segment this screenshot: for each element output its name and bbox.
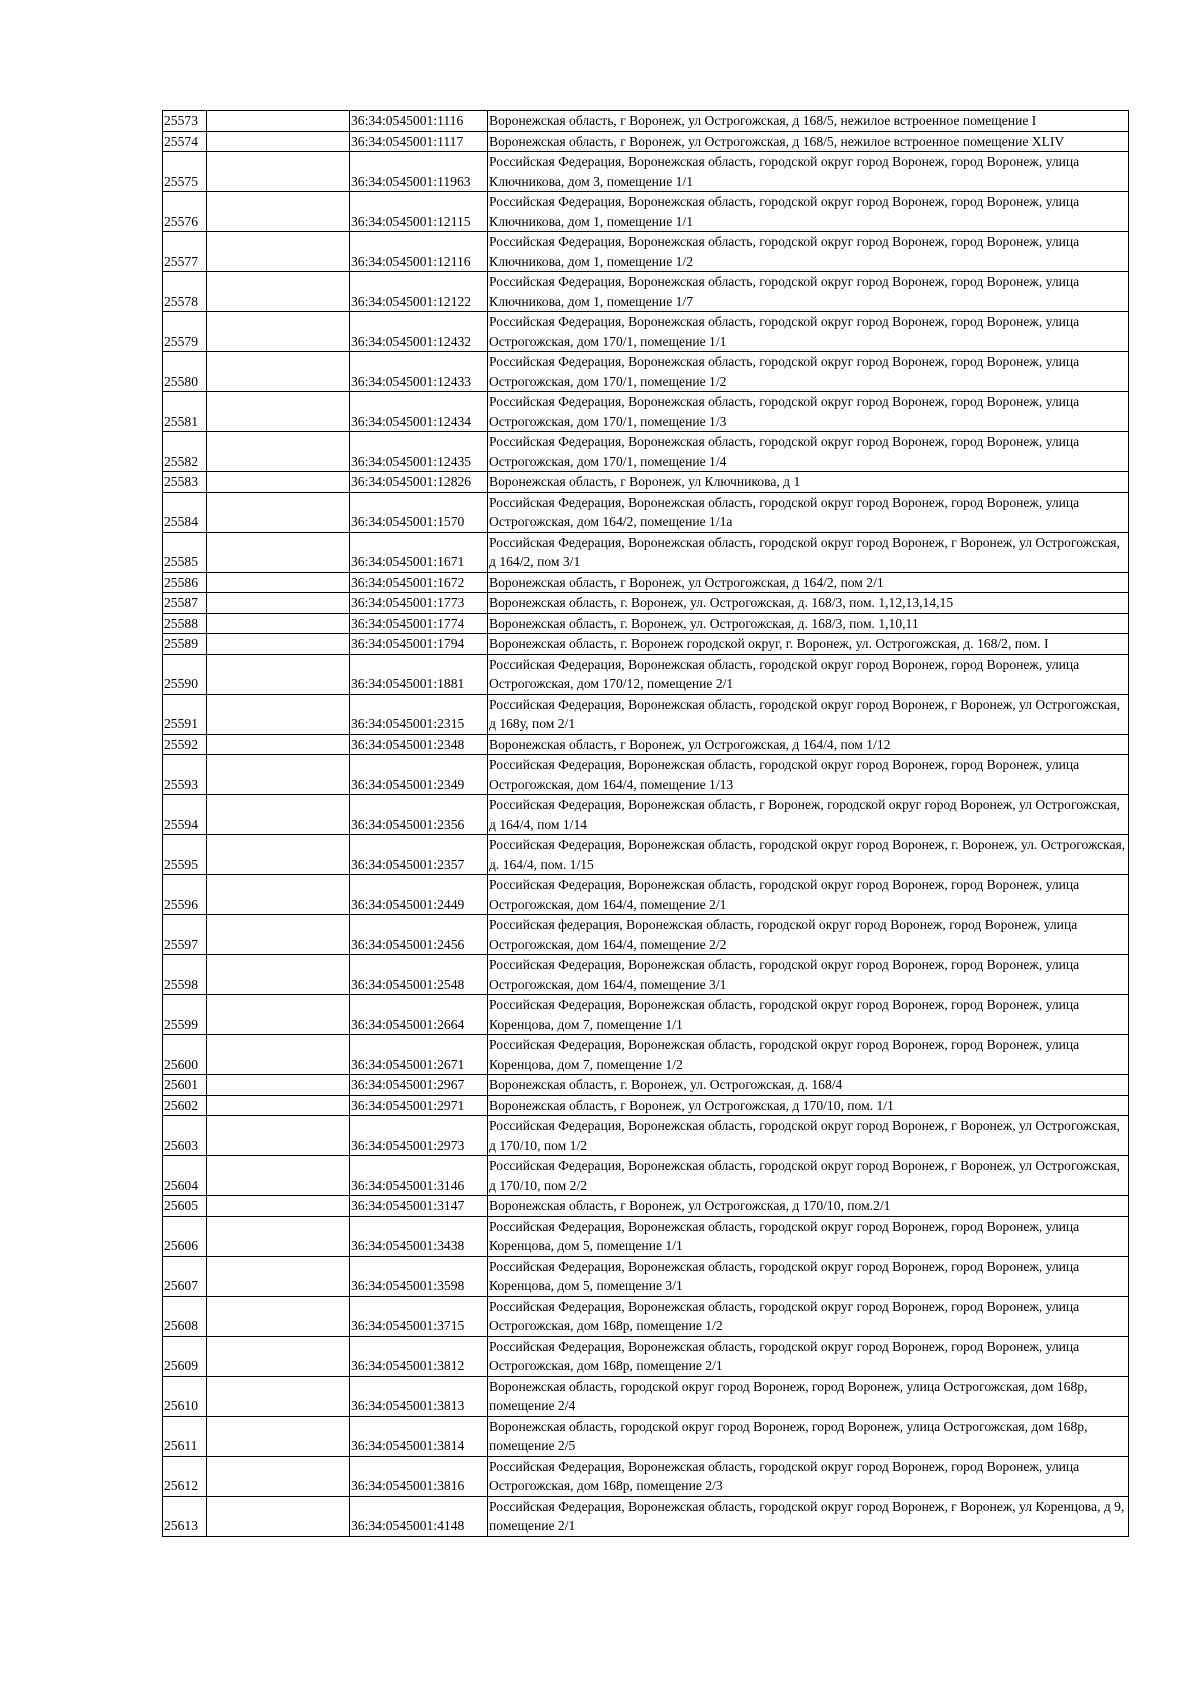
row-number-cell: 25599 — [163, 995, 207, 1035]
row-number-cell: 25606 — [163, 1216, 207, 1256]
table-row — [163, 232, 1129, 272]
address-cell: Воронежская область, г. Воронеж, ул. Острогожская, д. 168/3, пом. 1,10,11 — [488, 613, 1129, 634]
table-row — [163, 1095, 1129, 1116]
empty-cell — [207, 795, 350, 835]
table-row — [163, 734, 1129, 755]
address-cell: Российская Федерация, Воронежская область, городской округ город Воронеж, город Воронеж, улица Ключникова, дом 1, помещение 1/1 — [488, 192, 1129, 232]
empty-cell — [207, 152, 350, 192]
cadastral-number-cell: 36:34:0545001:3814 — [350, 1416, 488, 1456]
row-number-cell: 25584 — [163, 492, 207, 532]
empty-cell — [207, 192, 350, 232]
row-number-cell: 25573 — [163, 111, 207, 132]
address-cell: Российская Федерация, Воронежская область, городской округ город Воронеж, город Воронеж, улица Острогожская, дом 168р, помещение 2/1 — [488, 1336, 1129, 1376]
address-cell: Российская Федерация, Воронежская область, городской округ город Воронеж, город Воронеж, улица Острогожская, дом 170/1, помещение 1/2 — [488, 352, 1129, 392]
empty-cell — [207, 593, 350, 614]
row-number-cell: 25576 — [163, 192, 207, 232]
cadastral-number-cell: 36:34:0545001:3146 — [350, 1156, 488, 1196]
table-row — [163, 1376, 1129, 1416]
table-row — [163, 1416, 1129, 1456]
address-cell: Воронежская область, г. Воронеж городской округ, г. Воронеж, ул. Острогожская, д. 168/2, пом. I — [488, 634, 1129, 655]
row-number-cell: 25597 — [163, 915, 207, 955]
cadastral-number-cell: 36:34:0545001:2548 — [350, 955, 488, 995]
table-row — [163, 131, 1129, 152]
cadastral-number-cell: 36:34:0545001:12435 — [350, 432, 488, 472]
cadastral-number-cell: 36:34:0545001:1773 — [350, 593, 488, 614]
row-number-cell: 25595 — [163, 835, 207, 875]
address-cell: Воронежская область, г Воронеж, ул Острогожская, д 168/5, нежилое встроенное помещение XLIV — [488, 131, 1129, 152]
empty-cell — [207, 1216, 350, 1256]
table-row — [163, 1216, 1129, 1256]
row-number-cell: 25601 — [163, 1075, 207, 1096]
table-row — [163, 613, 1129, 634]
address-cell: Российская Федерация, Воронежская область, городской округ город Воронеж, г Воронеж, ул Коренцова, д 9, помещение 2/1 — [488, 1496, 1129, 1536]
row-number-cell: 25590 — [163, 654, 207, 694]
row-number-cell: 25589 — [163, 634, 207, 655]
address-cell: Российская Федерация, Воронежская область, городской округ город Воронеж, город Воронеж, улица Острогожская, дом 164/4, помещение 1/13 — [488, 755, 1129, 795]
table-row — [163, 654, 1129, 694]
table-row — [163, 532, 1129, 572]
empty-cell — [207, 532, 350, 572]
row-number-cell: 25591 — [163, 694, 207, 734]
empty-cell — [207, 232, 350, 272]
address-cell: Воронежская область, г Воронеж, ул Острогожская, д 164/4, пом 1/12 — [488, 734, 1129, 755]
table-row — [163, 352, 1129, 392]
table-row — [163, 1075, 1129, 1096]
empty-cell — [207, 1095, 350, 1116]
cadastral-number-cell: 36:34:0545001:12116 — [350, 232, 488, 272]
cadastral-number-cell: 36:34:0545001:3715 — [350, 1296, 488, 1336]
address-cell: Российская Федерация, Воронежская область, городской округ город Воронеж, город Воронеж, улица Острогожская, дом 170/12, помещение 2/1 — [488, 654, 1129, 694]
table-row — [163, 272, 1129, 312]
table-row — [163, 1336, 1129, 1376]
empty-cell — [207, 1296, 350, 1336]
cadastral-number-cell: 36:34:0545001:2449 — [350, 875, 488, 915]
cadastral-number-cell: 36:34:0545001:1794 — [350, 634, 488, 655]
address-cell: Российская Федерация, Воронежская область, городской округ город Воронеж, г. Воронеж, ул. Острогожская, д. 164/4, пом. 1/15 — [488, 835, 1129, 875]
row-number-cell: 25581 — [163, 392, 207, 432]
address-cell: Воронежская область, г Воронеж, ул Ключникова, д 1 — [488, 472, 1129, 493]
table-row — [163, 1035, 1129, 1075]
cadastral-number-cell: 36:34:0545001:2456 — [350, 915, 488, 955]
cadastral-number-cell: 36:34:0545001:2973 — [350, 1116, 488, 1156]
table-row — [163, 1496, 1129, 1536]
cadastral-number-cell: 36:34:0545001:2356 — [350, 795, 488, 835]
cadastral-number-cell: 36:34:0545001:1117 — [350, 131, 488, 152]
cadastral-number-cell: 36:34:0545001:1671 — [350, 532, 488, 572]
empty-cell — [207, 312, 350, 352]
row-number-cell: 25600 — [163, 1035, 207, 1075]
row-number-cell: 25575 — [163, 152, 207, 192]
row-number-cell: 25585 — [163, 532, 207, 572]
table-row — [163, 593, 1129, 614]
empty-cell — [207, 694, 350, 734]
cadastral-number-cell: 36:34:0545001:2664 — [350, 995, 488, 1035]
address-cell: Российская Федерация, Воронежская область, г Воронеж, городской округ город Воронеж, ул Острогожская, д 164/4, пом 1/14 — [488, 795, 1129, 835]
address-cell: Российская Федерация, Воронежская область, городской округ город Воронеж, город Воронеж, улица Острогожская, дом 170/1, помещение 1/4 — [488, 432, 1129, 472]
address-cell: Российская Федерация, Воронежская область, городской округ город Воронеж, город Воронеж, улица Ключникова, дом 3, помещение 1/1 — [488, 152, 1129, 192]
cadastral-number-cell: 36:34:0545001:1672 — [350, 572, 488, 593]
row-number-cell: 25583 — [163, 472, 207, 493]
empty-cell — [207, 1035, 350, 1075]
document-page — [162, 110, 1128, 1537]
address-cell: Воронежская область, г. Воронеж, ул. Острогожская, д. 168/3, пом. 1,12,13,14,15 — [488, 593, 1129, 614]
empty-cell — [207, 1156, 350, 1196]
address-cell: Российская Федерация, Воронежская область, городской округ город Воронеж, город Воронеж, улица Коренцова, дом 7, помещение 1/1 — [488, 995, 1129, 1035]
cadastral-number-cell: 36:34:0545001:2971 — [350, 1095, 488, 1116]
address-cell: Воронежская область, г Воронеж, ул Острогожская, д 170/10, пом. 1/1 — [488, 1095, 1129, 1116]
cadastral-number-cell: 36:34:0545001:1570 — [350, 492, 488, 532]
row-number-cell: 25580 — [163, 352, 207, 392]
row-number-cell: 25609 — [163, 1336, 207, 1376]
empty-cell — [207, 634, 350, 655]
empty-cell — [207, 1075, 350, 1096]
row-number-cell: 25592 — [163, 734, 207, 755]
table-row — [163, 1256, 1129, 1296]
address-cell: Российская Федерация, Воронежская область, городской округ город Воронеж, г Воронеж, ул Острогожская, д 164/2, пом 3/1 — [488, 532, 1129, 572]
cadastral-number-cell: 36:34:0545001:2348 — [350, 734, 488, 755]
empty-cell — [207, 613, 350, 634]
row-number-cell: 25593 — [163, 755, 207, 795]
empty-cell — [207, 955, 350, 995]
table-row — [163, 835, 1129, 875]
table-row — [163, 795, 1129, 835]
address-cell: Российская Федерация, Воронежская область, городской округ город Воронеж, г Воронеж, ул Острогожская, д 170/10, пом 1/2 — [488, 1116, 1129, 1156]
empty-cell — [207, 875, 350, 915]
table-row — [163, 492, 1129, 532]
empty-cell — [207, 1196, 350, 1217]
cadastral-number-cell: 36:34:0545001:3813 — [350, 1376, 488, 1416]
address-cell: Воронежская область, городской округ город Воронеж, город Воронеж, улица Острогожская, дом 168р, помещение 2/5 — [488, 1416, 1129, 1456]
cadastral-number-cell: 36:34:0545001:12432 — [350, 312, 488, 352]
row-number-cell: 25613 — [163, 1496, 207, 1536]
cadastral-number-cell: 36:34:0545001:12433 — [350, 352, 488, 392]
cadastral-number-cell: 36:34:0545001:3816 — [350, 1456, 488, 1496]
empty-cell — [207, 1416, 350, 1456]
table-row — [163, 1116, 1129, 1156]
address-cell: Воронежская область, г Воронеж, ул Острогожская, д 168/5, нежилое встроенное помещение I — [488, 111, 1129, 132]
row-number-cell: 25611 — [163, 1416, 207, 1456]
empty-cell — [207, 1116, 350, 1156]
row-number-cell: 25582 — [163, 432, 207, 472]
cadastral-number-cell: 36:34:0545001:3598 — [350, 1256, 488, 1296]
row-number-cell: 25605 — [163, 1196, 207, 1217]
table-row — [163, 955, 1129, 995]
empty-cell — [207, 392, 350, 432]
row-number-cell: 25602 — [163, 1095, 207, 1116]
cadastral-number-cell: 36:34:0545001:4148 — [350, 1496, 488, 1536]
empty-cell — [207, 111, 350, 132]
table-row — [163, 312, 1129, 352]
empty-cell — [207, 352, 350, 392]
row-number-cell: 25588 — [163, 613, 207, 634]
empty-cell — [207, 835, 350, 875]
table-row — [163, 1296, 1129, 1336]
cadastral-number-cell: 36:34:0545001:12434 — [350, 392, 488, 432]
empty-cell — [207, 131, 350, 152]
cadastral-number-cell: 36:34:0545001:3812 — [350, 1336, 488, 1376]
row-number-cell: 25598 — [163, 955, 207, 995]
table-row — [163, 152, 1129, 192]
row-number-cell: 25607 — [163, 1256, 207, 1296]
table-row — [163, 192, 1129, 232]
table-row — [163, 995, 1129, 1035]
property-registry-table — [162, 110, 1129, 1537]
address-cell: Российская Федерация, Воронежская область, городской округ город Воронеж, город Воронеж, улица Ключникова, дом 1, помещение 1/7 — [488, 272, 1129, 312]
empty-cell — [207, 995, 350, 1035]
empty-cell — [207, 1456, 350, 1496]
row-number-cell: 25579 — [163, 312, 207, 352]
cadastral-number-cell: 36:34:0545001:2967 — [350, 1075, 488, 1096]
row-number-cell: 25594 — [163, 795, 207, 835]
cadastral-number-cell: 36:34:0545001:12122 — [350, 272, 488, 312]
address-cell: Российская федерация, Воронежская область, городской округ город Воронеж, город Воронеж, улица Острогожская, дом 164/4, помещение 2/2 — [488, 915, 1129, 955]
row-number-cell: 25577 — [163, 232, 207, 272]
row-number-cell: 25586 — [163, 572, 207, 593]
cadastral-number-cell: 36:34:0545001:2315 — [350, 694, 488, 734]
cadastral-number-cell: 36:34:0545001:3438 — [350, 1216, 488, 1256]
empty-cell — [207, 1376, 350, 1416]
empty-cell — [207, 654, 350, 694]
row-number-cell: 25596 — [163, 875, 207, 915]
address-cell: Российская Федерация, Воронежская область, городской округ город Воронеж, город Воронеж, улица Острогожская, дом 168р, помещение 2/3 — [488, 1456, 1129, 1496]
address-cell: Российская Федерация, Воронежская область, городской округ город Воронеж, город Воронеж, улица Острогожская, дом 164/4, помещение 3/1 — [488, 955, 1129, 995]
row-number-cell: 25574 — [163, 131, 207, 152]
table-row — [163, 1456, 1129, 1496]
cadastral-number-cell: 36:34:0545001:3147 — [350, 1196, 488, 1217]
table-row — [163, 915, 1129, 955]
address-cell: Российская Федерация, Воронежская область, городской округ город Воронеж, г Воронеж, ул Острогожская, д 170/10, пом 2/2 — [488, 1156, 1129, 1196]
table-row — [163, 392, 1129, 432]
address-cell: Российская Федерация, Воронежская область, городской округ город Воронеж, город Воронеж, улица Острогожская, дом 164/2, помещение 1/1а — [488, 492, 1129, 532]
cadastral-number-cell: 36:34:0545001:1774 — [350, 613, 488, 634]
table-row — [163, 1196, 1129, 1217]
row-number-cell: 25604 — [163, 1156, 207, 1196]
address-cell: Российская Федерация, Воронежская область, городской округ город Воронеж, город Воронеж, улица Острогожская, дом 164/4, помещение 2/1 — [488, 875, 1129, 915]
address-cell: Российская Федерация, Воронежская область, городской округ город Воронеж, город Воронеж, улица Острогожская, дом 168р, помещение 1/2 — [488, 1296, 1129, 1336]
address-cell: Российская Федерация, Воронежская область, городской округ город Воронеж, город Воронеж, улица Коренцова, дом 7, помещение 1/2 — [488, 1035, 1129, 1075]
address-cell: Российская Федерация, Воронежская область, городской округ город Воронеж, город Воронеж, улица Коренцова, дом 5, помещение 1/1 — [488, 1216, 1129, 1256]
address-cell: Российская Федерация, Воронежская область, городской округ город Воронеж, город Воронеж, улица Коренцова, дом 5, помещение 3/1 — [488, 1256, 1129, 1296]
empty-cell — [207, 755, 350, 795]
cadastral-number-cell: 36:34:0545001:12826 — [350, 472, 488, 493]
empty-cell — [207, 272, 350, 312]
cadastral-number-cell: 36:34:0545001:11963 — [350, 152, 488, 192]
empty-cell — [207, 734, 350, 755]
table-row — [163, 111, 1129, 132]
row-number-cell: 25612 — [163, 1456, 207, 1496]
empty-cell — [207, 1336, 350, 1376]
table-row — [163, 572, 1129, 593]
row-number-cell: 25608 — [163, 1296, 207, 1336]
table-row — [163, 472, 1129, 493]
address-cell: Воронежская область, г Воронеж, ул Острогожская, д 170/10, пом.2/1 — [488, 1196, 1129, 1217]
address-cell: Воронежская область, г. Воронеж, ул. Острогожская, д. 168/4 — [488, 1075, 1129, 1096]
cadastral-number-cell: 36:34:0545001:12115 — [350, 192, 488, 232]
empty-cell — [207, 472, 350, 493]
table-row — [163, 875, 1129, 915]
row-number-cell: 25587 — [163, 593, 207, 614]
address-cell: Российская Федерация, Воронежская область, городской округ город Воронеж, г Воронеж, ул Острогожская, д 168у, пом 2/1 — [488, 694, 1129, 734]
address-cell: Воронежская область, г Воронеж, ул Острогожская, д 164/2, пом 2/1 — [488, 572, 1129, 593]
empty-cell — [207, 915, 350, 955]
cadastral-number-cell: 36:34:0545001:1116 — [350, 111, 488, 132]
table-row — [163, 694, 1129, 734]
row-number-cell: 25578 — [163, 272, 207, 312]
empty-cell — [207, 432, 350, 472]
table-row — [163, 634, 1129, 655]
cadastral-number-cell: 36:34:0545001:2671 — [350, 1035, 488, 1075]
empty-cell — [207, 1496, 350, 1536]
address-cell: Российская Федерация, Воронежская область, городской округ город Воронеж, город Воронеж, улица Острогожская, дом 170/1, помещение 1/3 — [488, 392, 1129, 432]
cadastral-number-cell: 36:34:0545001:2349 — [350, 755, 488, 795]
address-cell: Российская Федерация, Воронежская область, городской округ город Воронеж, город Воронеж, улица Ключникова, дом 1, помещение 1/2 — [488, 232, 1129, 272]
empty-cell — [207, 492, 350, 532]
table-row — [163, 755, 1129, 795]
address-cell: Российская Федерация, Воронежская область, городской округ город Воронеж, город Воронеж, улица Острогожская, дом 170/1, помещение 1/1 — [488, 312, 1129, 352]
cadastral-number-cell: 36:34:0545001:2357 — [350, 835, 488, 875]
row-number-cell: 25610 — [163, 1376, 207, 1416]
registry-table-body — [163, 111, 1129, 1537]
table-row — [163, 1156, 1129, 1196]
address-cell: Воронежская область, городской округ город Воронеж, город Воронеж, улица Острогожская, дом 168р, помещение 2/4 — [488, 1376, 1129, 1416]
row-number-cell: 25603 — [163, 1116, 207, 1156]
empty-cell — [207, 572, 350, 593]
empty-cell — [207, 1256, 350, 1296]
cadastral-number-cell: 36:34:0545001:1881 — [350, 654, 488, 694]
table-row — [163, 432, 1129, 472]
